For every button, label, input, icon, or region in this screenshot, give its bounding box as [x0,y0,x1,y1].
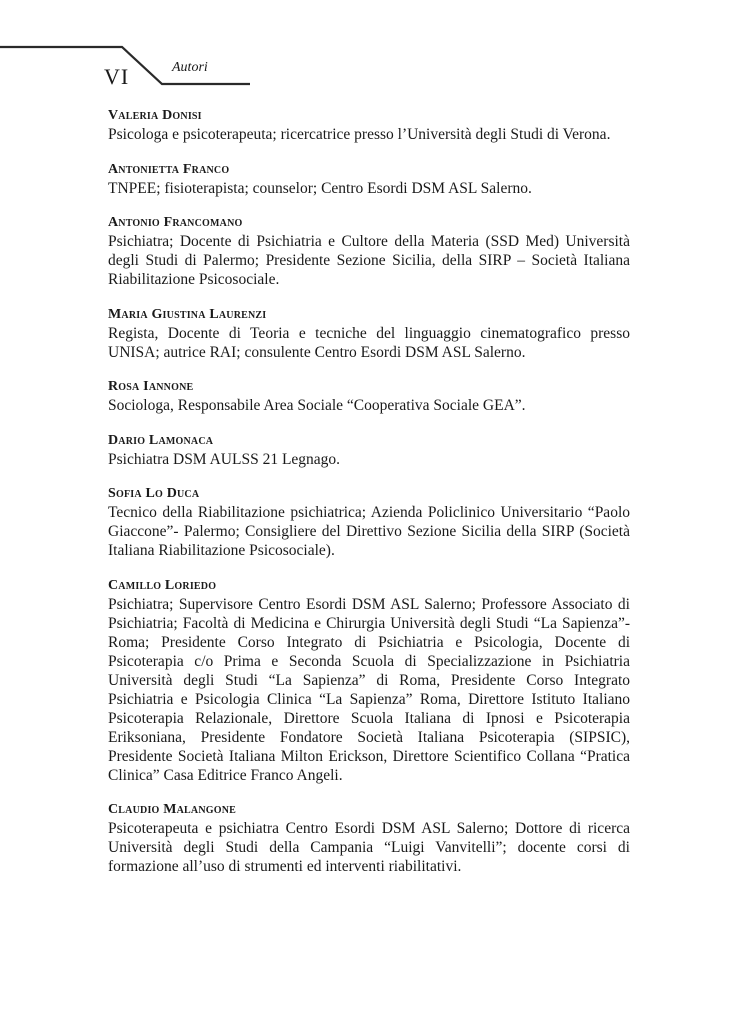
author-entry [108,431,630,469]
author-entry [108,576,630,785]
author-name: Sofia Lo Duca [108,486,200,501]
author-entry [108,484,630,560]
running-head: Autori [172,60,208,75]
author-entry [108,800,630,876]
author-entry [108,305,630,362]
author-name: Maria Giustina Laurenzi [108,306,267,322]
author-name: Camillo Loriedo [108,577,217,593]
author-entry [108,160,630,198]
author-name: Antonietta Franco [108,161,230,177]
author-description: Psicoterapeuta e psichiatra Centro Esordi DSM ASL Salerno; Dottore di ricerca Università degli Studi della Campania “Luigi Vanvitelli”; docente corsi di formazione all’uso di strumenti ed interventi riabilitativi. [108,820,630,875]
author-description: Sociologa, Responsabile Area Sociale “Cooperativa Sociale GEA”. [108,397,526,414]
author-name: Claudio Malangone [108,802,237,817]
author-description: Psichiatra; Supervisore Centro Esordi DSM ASL Salerno; Professore Associato di Psichiatria; Facoltà di Medicina e Chirurgia Università degli Studi “La Sapienza”- Roma; Presidente Corso Integrato di Psichiatria e Psicologia, Docente di Psicoterapia c/o Prima e Seconda Scuola di Specializzazione in Psichiatria Università degli Studi “La Sapienza” di Roma, Presidente Corso Integrato Psichiatria e Psicologia Clinica “La Sapienza” Roma, Direttore Istituto Italiano Psicoterapia Relazionale, Direttore Scuola Italiana di Ipnosi e Psicoterapia Eriksoniana, Presidente Fondatore Società Italiana Psicoterapia (SIPSIC), Presidente Società Italiana Milton Erickson, Direttore Scientifico Collana “Pratica Clinica” Casa Editrice Franco Angeli. [108,595,630,784]
author-entry [108,213,630,289]
author-list [108,106,630,892]
author-entry [108,106,630,144]
author-name: Rosa Iannone [108,379,194,394]
author-name: Antonio Francomano [108,215,243,230]
author-name: Dario Lamonaca [108,432,214,448]
author-description: Psichiatra DSM AULSS 21 Legnago. [108,450,341,468]
author-description: Tecnico della Riabilitazione psichiatrica; Azienda Policlinico Universitario “Paolo Giaccone”- Palermo; Consigliere del Direttivo Sezione Sicilia della SIRP (Società Italiana Riabilitazione Psicosociale). [108,504,630,559]
author-description: TNPEE; fisioterapista; counselor; Centro Esordi DSM ASL Salerno. [108,179,532,197]
author-name: Valeria Donisi [108,108,202,123]
author-description: Regista, Docente di Teoria e tecniche del linguaggio cinematografico presso UNISA; autrice RAI; consulente Centro Esordi DSM ASL Salerno. [108,324,630,361]
author-description: Psichiatra; Docente di Psichiatria e Cultore della Materia (SSD Med) Università degli Studi di Palermo; Presidente Sezione Sicilia, della SIRP – Società Italiana Riabilitazione Psicosociale. [108,233,630,288]
page-number: VI [104,64,130,89]
author-entry [108,377,630,415]
author-description: Psicologa e psicoterapeuta; ricercatrice presso l’Università degli Studi di Verona. [108,126,611,143]
